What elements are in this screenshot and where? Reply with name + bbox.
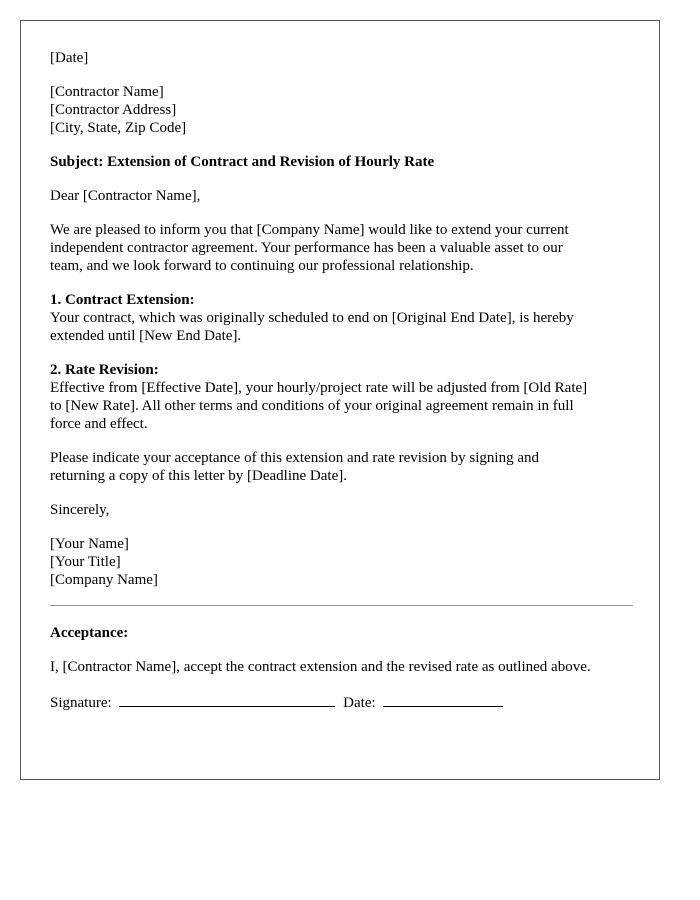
acceptance-divider — [50, 605, 633, 606]
contract-extension-line: Your contract, which was originally scheduled to end on [Original End Date], is hereby — [50, 310, 574, 326]
intro-line: independent contractor agreement. Your performance has been a valuable asset to our — [50, 240, 563, 256]
rate-revision-line: force and effect. — [50, 416, 148, 432]
acceptance-statement-block — [50, 658, 640, 676]
recipient-address-block — [50, 83, 640, 137]
contract-extension-line: extended until [New End Date]. — [50, 328, 242, 344]
letter-body — [50, 49, 640, 605]
closing-block — [50, 501, 640, 519]
date-label: Date: — [343, 695, 376, 711]
request-line: Please indicate your acceptance of this extension and rate revision by signing and — [50, 450, 540, 466]
letter-salutation: Dear [Contractor Name], — [50, 188, 201, 204]
intro-line: We are pleased to inform you that [Company Name] would like to extend your current — [50, 222, 569, 238]
intro-paragraph — [50, 221, 640, 275]
letter-date: [Date] — [50, 50, 89, 66]
request-line: returning a copy of this letter by [Deadline Date]. — [50, 468, 347, 484]
salutation-block — [50, 187, 640, 205]
signature-label: Signature: — [50, 695, 112, 711]
contract-extension-section — [50, 291, 640, 345]
acceptance-heading: Acceptance: — [50, 625, 129, 641]
signature-row — [50, 692, 640, 712]
letter-date-block — [50, 49, 640, 67]
intro-line: team, and we look forward to continuing our professional relationship. — [50, 258, 474, 274]
rate-revision-line: Effective from [Effective Date], your hourly/project rate will be adjusted from [Old Rate] — [50, 380, 588, 396]
recipient-address: [Contractor Address] — [50, 102, 177, 118]
sender-company: [Company Name] — [50, 572, 158, 588]
recipient-name: [Contractor Name] — [50, 84, 164, 100]
date-line[interactable] — [383, 692, 503, 707]
acceptance-heading-block — [50, 624, 640, 642]
rate-revision-line: to [New Rate]. All other terms and conditions of your original agreement remain in full — [50, 398, 574, 414]
subject-block — [50, 153, 640, 171]
sender-block — [50, 535, 640, 589]
rate-revision-section — [50, 361, 640, 433]
letter-page — [20, 20, 660, 780]
acceptance-section — [50, 624, 640, 728]
contract-extension-heading: 1. Contract Extension: — [50, 292, 195, 308]
recipient-city-state-zip: [City, State, Zip Code] — [50, 120, 187, 136]
letter-closing: Sincerely, — [50, 502, 110, 518]
letter-subject: Subject: Extension of Contract and Revision of Hourly Rate — [50, 154, 435, 170]
sender-title: [Your Title] — [50, 554, 121, 570]
rate-revision-heading: 2. Rate Revision: — [50, 362, 159, 378]
sender-name: [Your Name] — [50, 536, 129, 552]
acceptance-request-paragraph — [50, 449, 640, 485]
signature-line[interactable] — [119, 692, 335, 707]
acceptance-statement: I, [Contractor Name], accept the contract extension and the revised rate as outlined above. — [50, 659, 591, 675]
